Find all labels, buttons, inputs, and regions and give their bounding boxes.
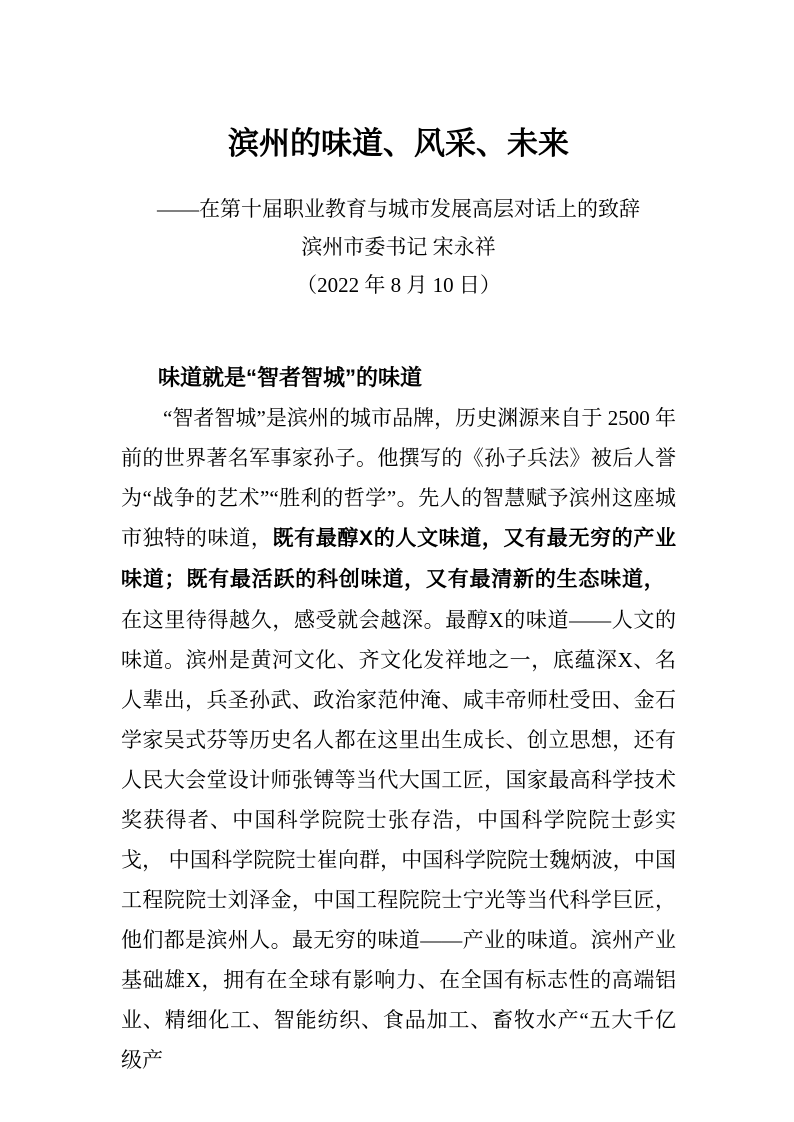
document-title: 滨州的味道、风采、未来 [228, 126, 569, 161]
document-subtitle: ——在第十届职业教育与城市发展高层对话上的致辞 [157, 197, 640, 221]
section-heading: 味道就是“智者智城”的味道 [158, 365, 423, 390]
text-run: “智者智城”是滨州的城市品牌，历史渊源来自于 2500 年前的世界著名军事家孙子。他撰写的《孙子兵法》被后人誉为“战争的艺术”“胜利的哲学”。先人的智慧赋予滨州这座城市独特的味道， [121, 406, 676, 550]
author-byline: 滨州市委书记 宋永祥 [301, 235, 496, 259]
text-run: 在这里待得越久，感受就会越深。最醇X的味道——人文的味道。滨州是黄河文化、齐文化发祥地之一，底蕴深X、名人辈出，兵圣孙武、政治家范仲淹、咸丰帝师杜受田、金石学家吴式芬等历史名人都在这里出生成长、创立思想，还有人民大会堂设计师张镈等当代大国工匠，国家最高科学技术奖获得者、中国科学院院士张存浩，中国科学院院士彭实戈， 中国科学院院士崔向群，中国科学院院士魏炳波，中国工程院院士刘泽金，中国工程院院士宁光等当代科学巨匠，他们都是滨州人。最无穷的味道——产业的味道。滨州产业基础雄X，拥有在全球有影响力、在全国有标志性的高端铝业、精细化工、智能纺织、食品加工、畜牧水产“五大千亿级产 [121, 567, 676, 1072]
body-paragraph [121, 398, 676, 1080]
emphasis-bold-run: 既有最醇X的人文味道，又有最无穷的产业味道；既有最活跃的科创味道，又有最清新的生态味道， [121, 527, 676, 591]
date-line: （2022 年 8 月 10 日） [296, 273, 501, 297]
